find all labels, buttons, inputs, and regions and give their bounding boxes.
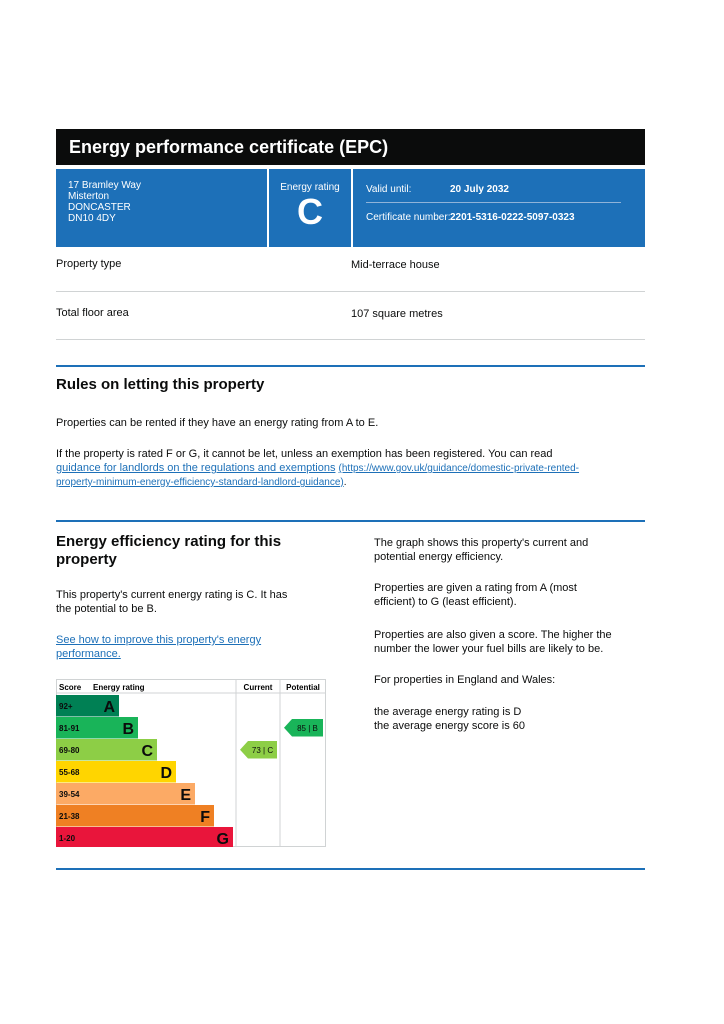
current-rating-marker-label: 73 | C — [251, 745, 274, 755]
heading-line: Energy efficiency rating for this — [56, 533, 282, 550]
band-letter-label: F — [200, 808, 210, 826]
current-header: Current — [243, 683, 273, 692]
landlord-guidance-url[interactable]: property-minimum-energy-efficiency-standard-landlord-guidance) — [56, 477, 344, 488]
band-letter-label: D — [160, 764, 172, 782]
text-line: Properties are given a rating from A (most — [374, 582, 577, 594]
landlord-guidance-url[interactable]: (https://www.gov.uk/guidance/domestic-private-rented- — [338, 463, 580, 474]
floor-area-label: Total floor area — [56, 307, 129, 319]
address-line: DONCASTER — [68, 202, 131, 213]
text-line: Properties are also given a score. The higher the — [374, 629, 612, 641]
section-divider — [56, 868, 645, 870]
energy-rating-chart — [56, 679, 326, 847]
address-line: DN10 4DY — [68, 213, 116, 224]
address-line: 17 Bramley Way — [68, 180, 141, 191]
text-line: the potential to be B. — [56, 603, 157, 615]
graph-explanation — [374, 536, 588, 564]
band-letter-label: A — [103, 698, 115, 716]
region-text: For properties in England and Wales: — [374, 674, 556, 686]
heading-line: property — [56, 551, 117, 568]
section-divider — [56, 365, 645, 367]
energy-rating-letter: C — [297, 191, 323, 232]
property-type-label: Property type — [56, 258, 122, 270]
band-bar-e — [88, 783, 195, 805]
efficiency-heading — [56, 533, 281, 569]
text-line: This property's current energy rating is C. It has — [56, 589, 288, 601]
band-letter-label: B — [122, 720, 134, 738]
rating-explanation — [374, 581, 577, 609]
score-header: Score — [59, 683, 82, 692]
band-bar-f — [88, 805, 214, 827]
text-line: the average energy score is 60 — [374, 720, 526, 732]
address-line: Misterton — [68, 191, 110, 202]
current-rating-text — [56, 588, 287, 616]
band-score-label: 69-80 — [59, 745, 80, 755]
divider — [56, 339, 645, 340]
band-score-label: 92+ — [59, 701, 73, 711]
band-bar-g — [88, 827, 233, 847]
text-line: The graph shows this property's current and — [374, 537, 589, 549]
band-score-label: 1-20 — [59, 833, 76, 843]
energy-rating-header: Energy rating — [93, 683, 145, 692]
letting-paragraph: Properties can be rented if they have an energy rating from A to E. — [56, 417, 379, 429]
property-type-value: Mid-terrace house — [351, 259, 440, 271]
certificate-number-value: 2201-5316-0222-5097-0323 — [450, 212, 575, 223]
divider — [366, 202, 621, 203]
average-text — [374, 705, 525, 733]
energy-rating-label: Energy rating — [280, 182, 340, 193]
valid-until-value: 20 July 2032 — [450, 184, 509, 195]
landlord-guidance-link[interactable]: guidance for landlords on the regulations and exemptions — [56, 462, 336, 474]
link-suffix: . — [343, 477, 347, 488]
score-explanation — [374, 628, 612, 656]
band-letter-label: C — [141, 742, 153, 760]
floor-area-value: 107 square metres — [351, 308, 443, 320]
band-score-label: 81-91 — [59, 723, 80, 733]
certificate-number-label: Certificate number: — [366, 212, 451, 223]
improve-energy-link[interactable]: performance. — [56, 648, 121, 660]
band-score-label: 21-38 — [59, 811, 80, 821]
band-score-label: 39-54 — [59, 789, 80, 799]
valid-until-label: Valid until: — [366, 184, 412, 195]
improve-energy-link[interactable]: See how to improve this property's energy — [56, 634, 262, 646]
page-title: Energy performance certificate (EPC) — [56, 129, 645, 165]
section-divider — [56, 520, 645, 522]
text-line: the average energy rating is D — [374, 706, 522, 718]
letting-paragraph — [56, 447, 651, 490]
band-letter-label: G — [216, 830, 229, 847]
energy-rating-chart-svg — [56, 679, 326, 847]
letting-text: If the property is rated F or G, it cannot be let, unless an exemption has been registered. You can read — [56, 448, 553, 460]
letting-heading: Rules on letting this property — [56, 376, 265, 393]
energy-rating-box — [269, 169, 351, 247]
band-letter-label: E — [180, 786, 191, 804]
text-line: potential energy efficiency. — [374, 551, 504, 563]
text-line: number the lower your fuel bills are likely to be. — [374, 643, 604, 655]
validity-box — [353, 169, 645, 247]
text-line: efficient) to G (least efficient). — [374, 596, 517, 608]
potential-header: Potential — [286, 683, 320, 692]
address-block — [56, 169, 267, 247]
improve-link-block[interactable] — [56, 633, 261, 661]
band-score-label: 55-68 — [59, 767, 80, 777]
divider — [56, 291, 645, 292]
potential-rating-marker-label: 85 | B — [297, 723, 318, 733]
